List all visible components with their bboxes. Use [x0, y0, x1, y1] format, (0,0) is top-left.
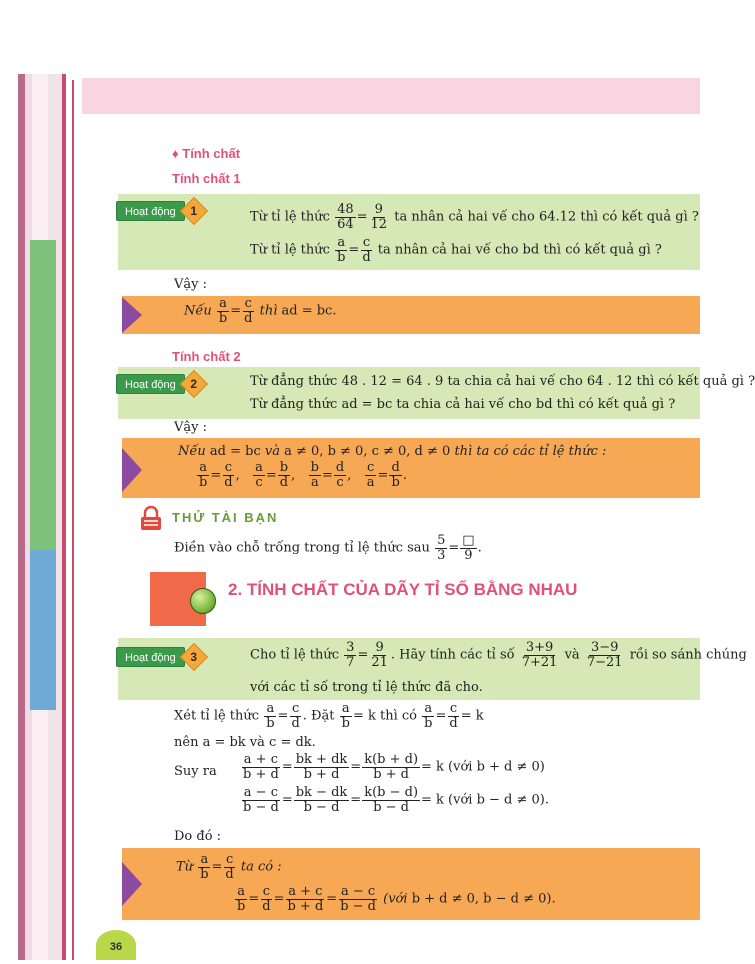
hd3-line1: Cho tỉ lệ thức $\frac{3}{7}$ = $\frac{9}{21}$ . Hãy tính các tỉ số $\frac{3+9}{7+21}$ và $\frac{3-9}{7-21}$ rồi so sánh chúng: [250, 640, 747, 670]
activity-badge-2: [116, 373, 207, 395]
activity-label: Hoạt động: [116, 201, 185, 221]
proportion: $\frac{b}{a}$ = $\frac{d}{c}$ ,: [310, 460, 352, 490]
margin-rule-inner: [72, 80, 74, 960]
proof-line1: Xét tỉ lệ thức $\frac{a}{b}$ = $\frac{c}{d}$ . Đặt $\frac{a}{b}$ = k thì có $\frac{a}{b}$ = $\frac{c}{d}$ = k: [174, 701, 484, 731]
tc2-line1: Từ đẳng thức 48 . 12 = 64 . 9 ta chia cả hai vế cho 64 . 12 thì có kết quả gì ?: [250, 374, 755, 389]
lock-icon: [138, 506, 164, 532]
proof-equation-1: $\frac{a + c}{b + d}$ = $\frac{bk + dk}{b + d}$ = $\frac{k(b + d)}{b + d}$ = k (với b + d ≠ 0): [243, 752, 545, 782]
proof-suy-ra: Suy ra: [174, 764, 217, 779]
blank-box: □: [462, 533, 475, 548]
proof-do-do: Do đó :: [174, 829, 222, 844]
activity-label: Hoạt động: [116, 374, 185, 394]
tc2-title: Tính chất 2: [172, 349, 241, 364]
tc2-line2: Từ đẳng thức ad = bc ta chia cả hai vế cho bd thì có kết quả gì ?: [250, 397, 676, 412]
top-margin: [0, 0, 700, 72]
activity-label: Hoạt động: [116, 647, 185, 667]
margin-rule: [62, 74, 66, 960]
triangle-marker-icon: [122, 448, 142, 492]
thu-tai-title: THỬ TÀI BẠN: [172, 510, 279, 525]
green-ball-icon: [190, 588, 216, 614]
proof-equation-2: $\frac{a - c}{b - d}$ = $\frac{bk - dk}{b - d}$ = $\frac{k(b - d)}{b - d}$ = k (với b − d ≠ 0).: [243, 785, 550, 815]
tc1-result: Nếu $\frac{a}{b}$ = $\frac{c}{d}$ thì ad = bc.: [184, 296, 337, 326]
triangle-marker-icon: [122, 297, 142, 333]
final-line2: $\frac{a}{b}$ = $\frac{c}{d}$ = $\frac{a + c}{b + d}$ = $\frac{a - c}{b - d}$ (với b + d ≠ 0, b − d ≠ 0).: [237, 884, 556, 914]
activity-number-icon: 3: [181, 644, 207, 670]
section-heading-text: Tính chất: [182, 146, 241, 161]
activity-number-icon: 2: [181, 371, 207, 397]
tc1-title: Tính chất 1: [172, 171, 241, 186]
proportion: $\frac{a}{c}$ = $\frac{b}{d}$ ,: [255, 460, 296, 490]
triangle-marker-icon: [122, 862, 142, 906]
header-band: [82, 78, 700, 114]
proportion: $\frac{a}{b}$ = $\frac{c}{d}$ ,: [199, 460, 240, 490]
tc2-proportions: [196, 461, 407, 489]
final-line1: Từ $\frac{a}{b}$ = $\frac{c}{d}$ ta có :: [176, 852, 282, 882]
activity-number-icon: 1: [181, 198, 207, 224]
activity-badge-3: [116, 646, 207, 668]
proportion: $\frac{c}{a}$ = $\frac{d}{b}$ .: [366, 460, 407, 490]
tc1-line2: Từ tỉ lệ thức $\frac{a}{b}$ = $\frac{c}{d}$ ta nhân cả hai vế cho bd thì có kết quả gì ?: [250, 235, 662, 265]
spine-blue-tab: [30, 550, 56, 710]
activity-badge-1: [116, 200, 207, 222]
tc1-line1: Từ tỉ lệ thức $\frac{48}{64}$ = $\frac{9}{12}$ ta nhân cả hai vế cho 64.12 thì có kết quả gì ?: [250, 202, 699, 232]
section-heading: [172, 146, 240, 161]
hd3-line2: với các tỉ số trong tỉ lệ thức đã cho.: [250, 680, 483, 695]
page-number: 36: [96, 930, 136, 960]
section2-title: 2. TÍNH CHẤT CỦA DÃY TỈ SỐ BẰNG NHAU: [228, 580, 578, 599]
tc2-conclusion-label: Vậy :: [174, 420, 207, 435]
diamond-bullet-icon: ♦: [172, 146, 183, 161]
tc2-result-line1: Nếu ad = bc và a ≠ 0, b ≠ 0, c ≠ 0, d ≠ 0 thì ta có các tỉ lệ thức :: [178, 444, 607, 459]
proof-line2: nên a = bk và c = dk.: [174, 735, 316, 750]
thu-tai-text: Điền vào chỗ trống trong tỉ lệ thức sau $\frac{5}{3}$ = $\frac{□}{9}$ .: [174, 533, 482, 563]
tc1-conclusion-label: Vậy :: [174, 277, 207, 292]
